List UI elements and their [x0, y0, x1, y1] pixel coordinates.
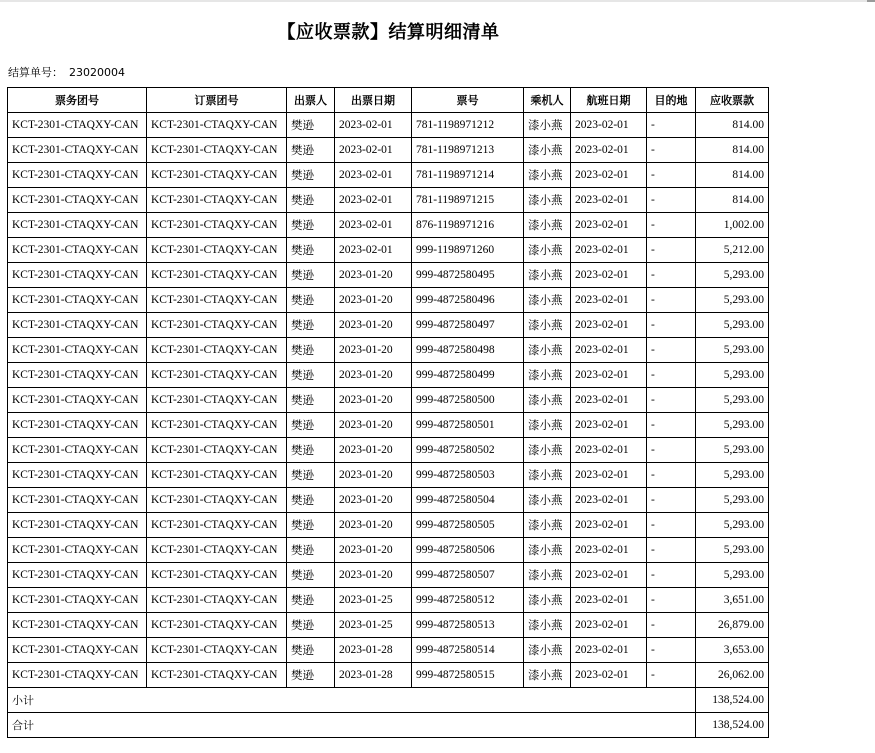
cell-ticket-no: 999-4872580513 — [412, 613, 524, 638]
cell-receivable-amount: 5,293.00 — [696, 513, 769, 538]
cell-issuer: 樊逊 — [287, 313, 335, 338]
cell-passenger: 漆小燕 — [524, 338, 571, 363]
cell-destination: - — [647, 188, 696, 213]
cell-flight-date: 2023-02-01 — [571, 288, 647, 313]
cell-booking-group-no: KCT-2301-CTAQXY-CAN — [147, 663, 287, 688]
cell-issuer: 樊逊 — [287, 463, 335, 488]
cell-receivable-amount: 5,293.00 — [696, 563, 769, 588]
cell-passenger: 漆小燕 — [524, 413, 571, 438]
cell-issue-date: 2023-01-20 — [335, 413, 412, 438]
cell-flight-date: 2023-02-01 — [571, 638, 647, 663]
cell-destination: - — [647, 288, 696, 313]
cell-flight-date: 2023-02-01 — [571, 563, 647, 588]
cell-issuer: 樊逊 — [287, 338, 335, 363]
cell-destination: - — [647, 663, 696, 688]
cell-flight-date: 2023-02-01 — [571, 188, 647, 213]
cell-ticket-no: 999-4872580501 — [412, 413, 524, 438]
table-row — [8, 388, 769, 413]
cell-issue-date: 2023-01-20 — [335, 263, 412, 288]
cell-passenger: 漆小燕 — [524, 663, 571, 688]
cell-destination: - — [647, 263, 696, 288]
cell-ticket-group-no: KCT-2301-CTAQXY-CAN — [8, 613, 147, 638]
cell-receivable-amount: 5,293.00 — [696, 488, 769, 513]
cell-ticket-no: 999-4872580505 — [412, 513, 524, 538]
table-row — [8, 513, 769, 538]
table-row — [8, 538, 769, 563]
total-label: 合计 — [8, 713, 696, 738]
header-issue-date: 出票日期 — [335, 88, 412, 113]
cell-booking-group-no: KCT-2301-CTAQXY-CAN — [147, 538, 287, 563]
cell-issuer: 樊逊 — [287, 188, 335, 213]
cell-receivable-amount: 814.00 — [696, 113, 769, 138]
page-title: 【应收票款】结算明细清单 — [277, 22, 500, 43]
table-header-row — [8, 88, 769, 113]
cell-booking-group-no: KCT-2301-CTAQXY-CAN — [147, 263, 287, 288]
cell-ticket-group-no: KCT-2301-CTAQXY-CAN — [8, 263, 147, 288]
cell-issue-date: 2023-02-01 — [335, 213, 412, 238]
table-row — [8, 338, 769, 363]
cell-ticket-group-no: KCT-2301-CTAQXY-CAN — [8, 563, 147, 588]
cell-issuer: 樊逊 — [287, 263, 335, 288]
cell-issue-date: 2023-01-20 — [335, 463, 412, 488]
subtotal-row — [8, 688, 769, 713]
cell-receivable-amount: 5,293.00 — [696, 388, 769, 413]
cell-ticket-group-no: KCT-2301-CTAQXY-CAN — [8, 663, 147, 688]
cell-ticket-no: 999-4872580512 — [412, 588, 524, 613]
cell-issuer: 樊逊 — [287, 163, 335, 188]
subtotal-label: 小计 — [8, 688, 696, 713]
cell-issuer: 樊逊 — [287, 138, 335, 163]
cell-flight-date: 2023-02-01 — [571, 413, 647, 438]
table-row — [8, 313, 769, 338]
table-row — [8, 463, 769, 488]
cell-passenger: 漆小燕 — [524, 538, 571, 563]
cell-booking-group-no: KCT-2301-CTAQXY-CAN — [147, 288, 287, 313]
cell-ticket-no: 876-1198971216 — [412, 213, 524, 238]
cell-ticket-no: 999-4872580515 — [412, 663, 524, 688]
cell-booking-group-no: KCT-2301-CTAQXY-CAN — [147, 363, 287, 388]
cell-ticket-group-no: KCT-2301-CTAQXY-CAN — [8, 288, 147, 313]
cell-receivable-amount: 3,651.00 — [696, 588, 769, 613]
cell-passenger: 漆小燕 — [524, 488, 571, 513]
cell-passenger: 漆小燕 — [524, 463, 571, 488]
cell-flight-date: 2023-02-01 — [571, 263, 647, 288]
cell-ticket-no: 999-4872580502 — [412, 438, 524, 463]
cell-receivable-amount: 5,293.00 — [696, 313, 769, 338]
cell-passenger: 漆小燕 — [524, 638, 571, 663]
cell-destination: - — [647, 438, 696, 463]
cell-ticket-no: 999-4872580496 — [412, 288, 524, 313]
cell-booking-group-no: KCT-2301-CTAQXY-CAN — [147, 463, 287, 488]
table-row — [8, 363, 769, 388]
cell-issuer: 樊逊 — [287, 388, 335, 413]
cell-issue-date: 2023-01-25 — [335, 613, 412, 638]
cell-receivable-amount: 26,879.00 — [696, 613, 769, 638]
cell-issuer: 樊逊 — [287, 213, 335, 238]
cell-receivable-amount: 814.00 — [696, 163, 769, 188]
cell-issue-date: 2023-01-25 — [335, 588, 412, 613]
cell-receivable-amount: 5,293.00 — [696, 538, 769, 563]
cell-issue-date: 2023-01-20 — [335, 513, 412, 538]
cell-ticket-no: 999-4872580495 — [412, 263, 524, 288]
cell-ticket-group-no: KCT-2301-CTAQXY-CAN — [8, 163, 147, 188]
table-row — [8, 438, 769, 463]
cell-destination: - — [647, 413, 696, 438]
cell-receivable-amount: 5,293.00 — [696, 463, 769, 488]
cell-issue-date: 2023-01-20 — [335, 288, 412, 313]
cell-flight-date: 2023-02-01 — [571, 363, 647, 388]
total-row — [8, 713, 769, 738]
cell-ticket-no: 781-1198971214 — [412, 163, 524, 188]
cell-issuer: 樊逊 — [287, 513, 335, 538]
header-booking-group-no: 订票团号 — [147, 88, 287, 113]
table-row — [8, 563, 769, 588]
cell-destination: - — [647, 138, 696, 163]
table-row — [8, 413, 769, 438]
cell-ticket-group-no: KCT-2301-CTAQXY-CAN — [8, 338, 147, 363]
cell-ticket-no: 999-4872580500 — [412, 388, 524, 413]
total-value: 138,524.00 — [696, 713, 769, 738]
cell-issuer: 樊逊 — [287, 538, 335, 563]
cell-destination: - — [647, 338, 696, 363]
table-row — [8, 638, 769, 663]
cell-destination: - — [647, 313, 696, 338]
cell-receivable-amount: 814.00 — [696, 138, 769, 163]
table-row — [8, 488, 769, 513]
header-passenger: 乘机人 — [524, 88, 571, 113]
cell-passenger: 漆小燕 — [524, 563, 571, 588]
cell-ticket-group-no: KCT-2301-CTAQXY-CAN — [8, 213, 147, 238]
header-issuer: 出票人 — [287, 88, 335, 113]
cell-receivable-amount: 5,293.00 — [696, 413, 769, 438]
cell-destination: - — [647, 463, 696, 488]
cell-issue-date: 2023-01-20 — [335, 338, 412, 363]
cell-ticket-no: 999-4872580506 — [412, 538, 524, 563]
cell-ticket-group-no: KCT-2301-CTAQXY-CAN — [8, 188, 147, 213]
cell-passenger: 漆小燕 — [524, 388, 571, 413]
cell-flight-date: 2023-02-01 — [571, 313, 647, 338]
cell-issue-date: 2023-01-28 — [335, 638, 412, 663]
cell-booking-group-no: KCT-2301-CTAQXY-CAN — [147, 413, 287, 438]
cell-ticket-group-no: KCT-2301-CTAQXY-CAN — [8, 388, 147, 413]
cell-booking-group-no: KCT-2301-CTAQXY-CAN — [147, 138, 287, 163]
cell-ticket-group-no: KCT-2301-CTAQXY-CAN — [8, 313, 147, 338]
cell-issue-date: 2023-02-01 — [335, 113, 412, 138]
cell-booking-group-no: KCT-2301-CTAQXY-CAN — [147, 563, 287, 588]
cell-passenger: 漆小燕 — [524, 188, 571, 213]
header-ticket-no: 票号 — [412, 88, 524, 113]
cell-ticket-no: 781-1198971213 — [412, 138, 524, 163]
cell-booking-group-no: KCT-2301-CTAQXY-CAN — [147, 513, 287, 538]
cell-issue-date: 2023-01-20 — [335, 363, 412, 388]
cell-booking-group-no: KCT-2301-CTAQXY-CAN — [147, 238, 287, 263]
table-row — [8, 238, 769, 263]
cell-passenger: 漆小燕 — [524, 513, 571, 538]
settlement-number-label: 结算单号： — [8, 66, 63, 79]
cell-issuer: 樊逊 — [287, 638, 335, 663]
cell-booking-group-no: KCT-2301-CTAQXY-CAN — [147, 488, 287, 513]
cell-flight-date: 2023-02-01 — [571, 463, 647, 488]
table-row — [8, 113, 769, 138]
cell-ticket-group-no: KCT-2301-CTAQXY-CAN — [8, 438, 147, 463]
cell-flight-date: 2023-02-01 — [571, 538, 647, 563]
cell-issue-date: 2023-01-20 — [335, 538, 412, 563]
cell-destination: - — [647, 638, 696, 663]
cell-destination: - — [647, 363, 696, 388]
cell-ticket-no: 999-4872580514 — [412, 638, 524, 663]
cell-booking-group-no: KCT-2301-CTAQXY-CAN — [147, 213, 287, 238]
cell-issuer: 樊逊 — [287, 113, 335, 138]
cell-destination: - — [647, 388, 696, 413]
header-ticket-group-no: 票务团号 — [8, 88, 147, 113]
cell-ticket-group-no: KCT-2301-CTAQXY-CAN — [8, 488, 147, 513]
cell-receivable-amount: 814.00 — [696, 188, 769, 213]
cell-ticket-group-no: KCT-2301-CTAQXY-CAN — [8, 138, 147, 163]
cell-receivable-amount: 5,212.00 — [696, 238, 769, 263]
cell-ticket-no: 999-4872580503 — [412, 463, 524, 488]
top-border-accent — [867, 0, 875, 2]
cell-ticket-group-no: KCT-2301-CTAQXY-CAN — [8, 638, 147, 663]
cell-booking-group-no: KCT-2301-CTAQXY-CAN — [147, 313, 287, 338]
cell-destination: - — [647, 513, 696, 538]
cell-ticket-group-no: KCT-2301-CTAQXY-CAN — [8, 413, 147, 438]
cell-ticket-group-no: KCT-2301-CTAQXY-CAN — [8, 538, 147, 563]
cell-issue-date: 2023-02-01 — [335, 188, 412, 213]
cell-flight-date: 2023-02-01 — [571, 113, 647, 138]
cell-issue-date: 2023-01-20 — [335, 438, 412, 463]
cell-passenger: 漆小燕 — [524, 138, 571, 163]
cell-receivable-amount: 5,293.00 — [696, 288, 769, 313]
cell-destination: - — [647, 588, 696, 613]
cell-destination: - — [647, 538, 696, 563]
cell-booking-group-no: KCT-2301-CTAQXY-CAN — [147, 388, 287, 413]
cell-flight-date: 2023-02-01 — [571, 163, 647, 188]
table-row — [8, 663, 769, 688]
cell-destination: - — [647, 613, 696, 638]
cell-flight-date: 2023-02-01 — [571, 438, 647, 463]
table-row — [8, 213, 769, 238]
cell-passenger: 漆小燕 — [524, 313, 571, 338]
cell-issue-date: 2023-01-20 — [335, 563, 412, 588]
cell-destination: - — [647, 238, 696, 263]
table-row — [8, 613, 769, 638]
cell-issuer: 樊逊 — [287, 238, 335, 263]
cell-passenger: 漆小燕 — [524, 113, 571, 138]
cell-booking-group-no: KCT-2301-CTAQXY-CAN — [147, 438, 287, 463]
cell-flight-date: 2023-02-01 — [571, 238, 647, 263]
cell-passenger: 漆小燕 — [524, 238, 571, 263]
cell-issue-date: 2023-01-20 — [335, 488, 412, 513]
cell-issuer: 樊逊 — [287, 613, 335, 638]
header-destination: 目的地 — [647, 88, 696, 113]
cell-booking-group-no: KCT-2301-CTAQXY-CAN — [147, 588, 287, 613]
cell-flight-date: 2023-02-01 — [571, 388, 647, 413]
cell-passenger: 漆小燕 — [524, 288, 571, 313]
cell-issuer: 樊逊 — [287, 588, 335, 613]
cell-receivable-amount: 3,653.00 — [696, 638, 769, 663]
cell-ticket-no: 999-4872580499 — [412, 363, 524, 388]
cell-receivable-amount: 26,062.00 — [696, 663, 769, 688]
cell-flight-date: 2023-02-01 — [571, 338, 647, 363]
cell-flight-date: 2023-02-01 — [571, 488, 647, 513]
cell-issue-date: 2023-02-01 — [335, 238, 412, 263]
cell-booking-group-no: KCT-2301-CTAQXY-CAN — [147, 113, 287, 138]
cell-issuer: 樊逊 — [287, 488, 335, 513]
top-border-line — [0, 0, 875, 2]
cell-ticket-group-no: KCT-2301-CTAQXY-CAN — [8, 363, 147, 388]
cell-issuer: 樊逊 — [287, 563, 335, 588]
cell-receivable-amount: 1,002.00 — [696, 213, 769, 238]
cell-destination: - — [647, 213, 696, 238]
cell-passenger: 漆小燕 — [524, 263, 571, 288]
cell-ticket-no: 999-4872580497 — [412, 313, 524, 338]
cell-flight-date: 2023-02-01 — [571, 663, 647, 688]
subtotal-value: 138,524.00 — [696, 688, 769, 713]
cell-passenger: 漆小燕 — [524, 588, 571, 613]
cell-flight-date: 2023-02-01 — [571, 588, 647, 613]
cell-flight-date: 2023-02-01 — [571, 213, 647, 238]
cell-ticket-group-no: KCT-2301-CTAQXY-CAN — [8, 513, 147, 538]
table-row — [8, 263, 769, 288]
cell-issue-date: 2023-01-28 — [335, 663, 412, 688]
cell-issue-date: 2023-02-01 — [335, 138, 412, 163]
cell-ticket-no: 999-4872580498 — [412, 338, 524, 363]
header-receivable-amount: 应收票款 — [696, 88, 769, 113]
cell-issue-date: 2023-02-01 — [335, 163, 412, 188]
cell-ticket-group-no: KCT-2301-CTAQXY-CAN — [8, 588, 147, 613]
cell-booking-group-no: KCT-2301-CTAQXY-CAN — [147, 163, 287, 188]
cell-ticket-no: 999-1198971260 — [412, 238, 524, 263]
cell-issuer: 樊逊 — [287, 363, 335, 388]
cell-ticket-no: 781-1198971215 — [412, 188, 524, 213]
cell-passenger: 漆小燕 — [524, 213, 571, 238]
settlement-number-value: 23020004 — [69, 66, 125, 79]
table-body — [8, 113, 769, 688]
cell-issuer: 樊逊 — [287, 288, 335, 313]
table-row — [8, 188, 769, 213]
cell-passenger: 漆小燕 — [524, 163, 571, 188]
cell-issuer: 樊逊 — [287, 438, 335, 463]
cell-passenger: 漆小燕 — [524, 613, 571, 638]
cell-issue-date: 2023-01-20 — [335, 313, 412, 338]
cell-ticket-no: 999-4872580504 — [412, 488, 524, 513]
cell-issuer: 樊逊 — [287, 663, 335, 688]
cell-issuer: 樊逊 — [287, 413, 335, 438]
cell-ticket-group-no: KCT-2301-CTAQXY-CAN — [8, 238, 147, 263]
cell-receivable-amount: 5,293.00 — [696, 438, 769, 463]
cell-flight-date: 2023-02-01 — [571, 513, 647, 538]
cell-booking-group-no: KCT-2301-CTAQXY-CAN — [147, 638, 287, 663]
header-flight-date: 航班日期 — [571, 88, 647, 113]
cell-ticket-no: 999-4872580507 — [412, 563, 524, 588]
cell-ticket-group-no: KCT-2301-CTAQXY-CAN — [8, 113, 147, 138]
cell-ticket-no: 781-1198971212 — [412, 113, 524, 138]
cell-receivable-amount: 5,293.00 — [696, 363, 769, 388]
cell-flight-date: 2023-02-01 — [571, 138, 647, 163]
cell-issue-date: 2023-01-20 — [335, 388, 412, 413]
cell-booking-group-no: KCT-2301-CTAQXY-CAN — [147, 188, 287, 213]
cell-receivable-amount: 5,293.00 — [696, 263, 769, 288]
cell-flight-date: 2023-02-01 — [571, 613, 647, 638]
cell-booking-group-no: KCT-2301-CTAQXY-CAN — [147, 338, 287, 363]
cell-booking-group-no: KCT-2301-CTAQXY-CAN — [147, 613, 287, 638]
cell-destination: - — [647, 113, 696, 138]
table-row — [8, 288, 769, 313]
cell-destination: - — [647, 488, 696, 513]
cell-passenger: 漆小燕 — [524, 363, 571, 388]
settlement-number-line — [8, 64, 125, 80]
cell-destination: - — [647, 563, 696, 588]
cell-ticket-group-no: KCT-2301-CTAQXY-CAN — [8, 463, 147, 488]
table-row — [8, 588, 769, 613]
settlement-table — [7, 87, 769, 738]
cell-receivable-amount: 5,293.00 — [696, 338, 769, 363]
cell-destination: - — [647, 163, 696, 188]
table-row — [8, 163, 769, 188]
cell-passenger: 漆小燕 — [524, 438, 571, 463]
table-row — [8, 138, 769, 163]
